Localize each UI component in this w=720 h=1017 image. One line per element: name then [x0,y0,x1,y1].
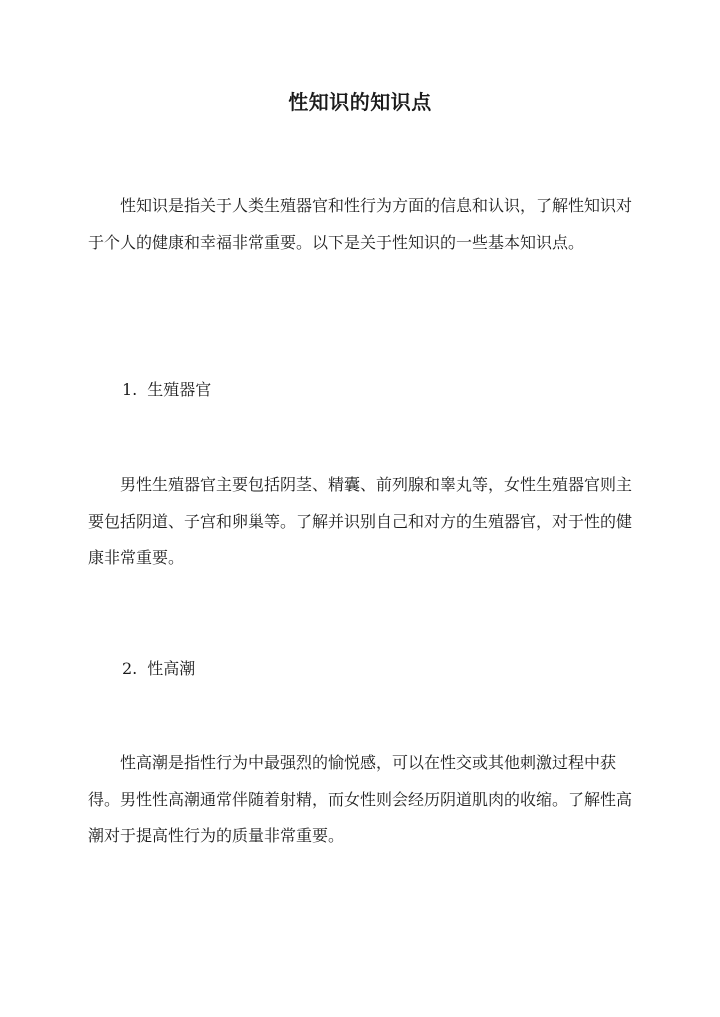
section-heading-text: 性高潮 [147,659,196,678]
document-title: 性知识的知识点 [288,90,432,114]
section-number: 2. [122,659,138,678]
section-heading-text: 生殖器官 [147,380,212,399]
section-body-orgasm: 性高潮是指性行为中最强烈的愉悦感，可以在性交或其他刺激过程中获得。男性性高潮通常伴随着射精，而女性则会经历阴道肌肉的收缩。了解性高潮对于提高性行为的质量非常重要。 [88,753,633,845]
section-heading-orgasm [122,655,195,683]
section-number: 1. [122,380,138,399]
intro-paragraph: 性知识是指关于人类生殖器官和性行为方面的信息和认识，了解性知识对于个人的健康和幸福非常重要。以下是关于性知识的一些基本知识点。 [88,196,633,252]
section-body-genital-organs: 男性生殖器官主要包括阴茎、精囊、前列腺和睾丸等，女性生殖器官则主要包括阴道、子宫和卵巢等。了解并识别自己和对方的生殖器官，对于性的健康非常重要。 [88,475,633,567]
section-heading-genital-organs [122,376,211,404]
